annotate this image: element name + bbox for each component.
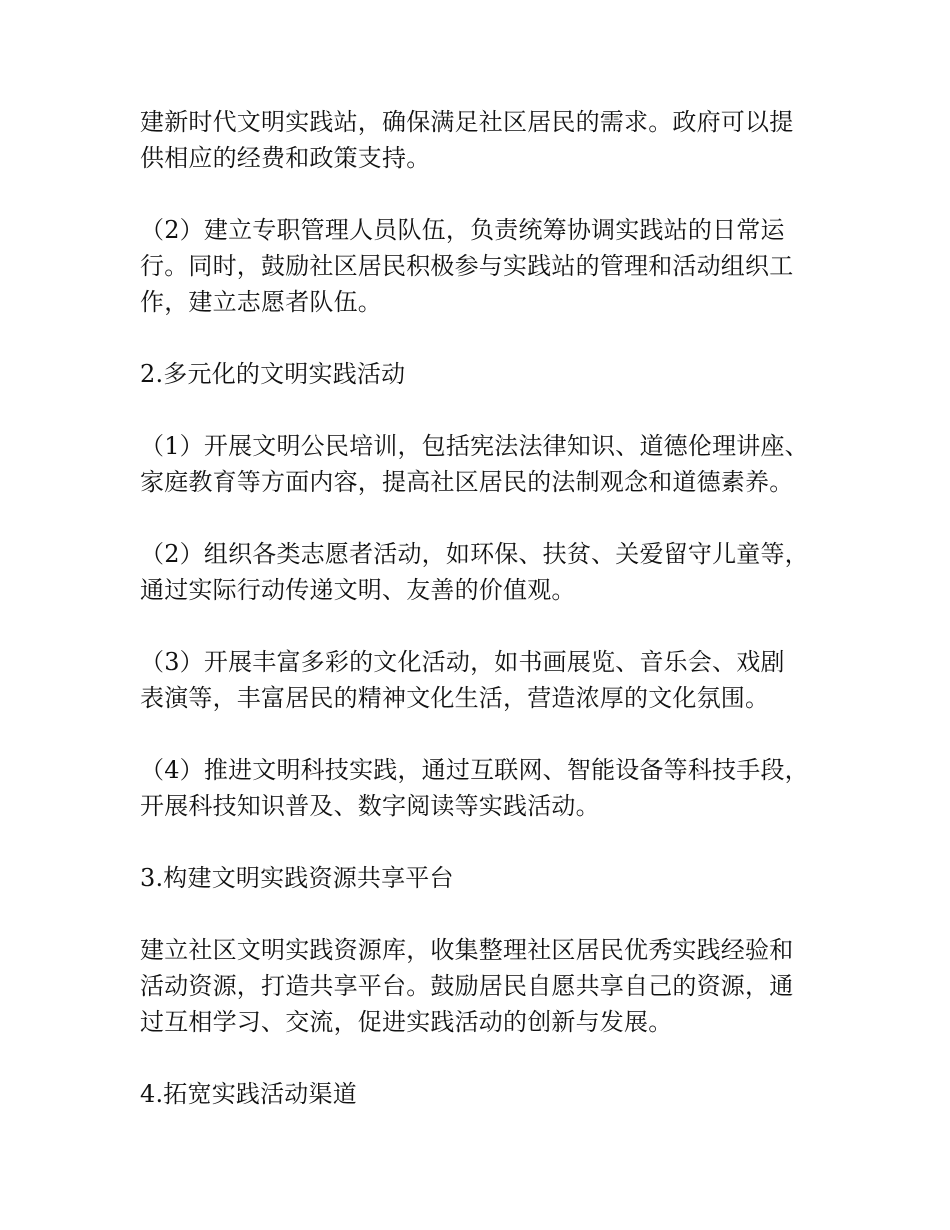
text-line: 表演等，丰富居民的精神文化生活，营造浓厚的文化氛围。 [140, 684, 770, 712]
paragraph-resource-library [140, 932, 840, 1040]
text-line: （3）开展丰富多彩的文化活动，如书画展览、音乐会、戏剧 [140, 648, 785, 676]
section-heading-resource-sharing [140, 860, 840, 896]
text-line: 供相应的经费和政策支持。 [140, 144, 431, 172]
text-line: 开展科技知识普及、数字阅读等实践活动。 [140, 792, 600, 820]
text-line: 通过实际行动传递文明、友善的价值观。 [140, 576, 576, 604]
text-line: 行。同时，鼓励社区居民积极参与实践站的管理和活动组织工 [140, 252, 794, 280]
paragraph-volunteer-activities [140, 536, 840, 608]
text-line: （1）开展文明公民培训，包括宪法法律知识、道德伦理讲座、 [140, 432, 809, 460]
text-line: 作，建立志愿者队伍。 [140, 288, 382, 316]
text-line: 建立社区文明实践资源库，收集整理社区居民优秀实践经验和 [140, 936, 794, 964]
text-line: 过互相学习、交流，促进实践活动的创新与发展。 [140, 1008, 673, 1036]
text-line: 活动资源，打造共享平台。鼓励居民自愿共享自己的资源，通 [140, 972, 794, 1000]
text-line: （4）推进文明科技实践，通过互联网、智能设备等科技手段， [140, 756, 809, 784]
section-heading: 4.拓宽实践活动渠道 [140, 1080, 357, 1108]
paragraph-management-team [140, 212, 840, 320]
text-line: （2）组织各类志愿者活动，如环保、扶贫、关爱留守儿童等， [140, 540, 809, 568]
text-line: （2）建立专职管理人员队伍，负责统筹协调实践站的日常运 [140, 216, 785, 244]
section-heading: 3.构建文明实践资源共享平台 [140, 864, 454, 892]
text-line: 家庭教育等方面内容，提高社区居民的法制观念和道德素养。 [140, 468, 794, 496]
section-heading-diverse-activities [140, 356, 840, 392]
text-line: 建新时代文明实践站，确保满足社区居民的需求。政府可以提 [140, 108, 794, 136]
paragraph-continuation [140, 104, 840, 176]
section-heading: 2.多元化的文明实践活动 [140, 360, 406, 388]
paragraph-cultural-activities [140, 644, 840, 716]
section-heading-expand-channels [140, 1076, 840, 1112]
paragraph-technology-practice [140, 752, 840, 824]
paragraph-citizen-training [140, 428, 840, 500]
